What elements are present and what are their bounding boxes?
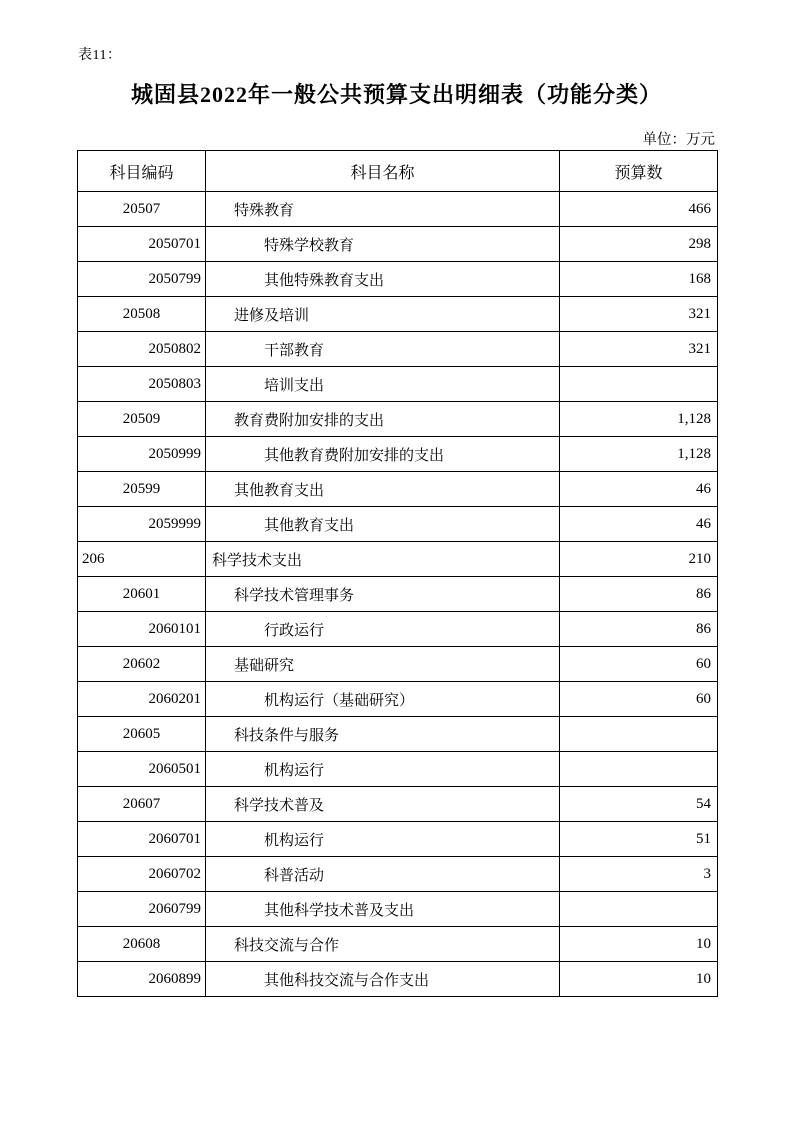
table-row (78, 787, 718, 822)
cell-code: 2060702 (78, 857, 206, 892)
cell-name: 其他教育支出 (206, 507, 560, 542)
cell-name: 干部教育 (206, 332, 560, 367)
table-row (78, 262, 718, 297)
table-row (78, 367, 718, 402)
cell-amount: 46 (560, 507, 718, 542)
cell-code: 2059999 (78, 507, 206, 542)
cell-name: 其他教育支出 (206, 472, 560, 507)
cell-name: 教育费附加安排的支出 (206, 402, 560, 437)
cell-code: 2060101 (78, 612, 206, 647)
cell-amount: 60 (560, 682, 718, 717)
cell-code: 20508 (78, 297, 206, 332)
cell-name: 科学技术管理事务 (206, 577, 560, 612)
column-header-amount: 预算数 (560, 151, 718, 192)
cell-amount: 3 (560, 857, 718, 892)
cell-name: 机构运行 (206, 752, 560, 787)
cell-name: 其他科学技术普及支出 (206, 892, 560, 927)
cell-name: 机构运行 (206, 822, 560, 857)
table-row (78, 822, 718, 857)
table-row (78, 227, 718, 262)
table-row (78, 857, 718, 892)
cell-amount: 210 (560, 542, 718, 577)
cell-code: 20507 (78, 192, 206, 227)
cell-code: 2050701 (78, 227, 206, 262)
cell-code: 2050803 (78, 367, 206, 402)
cell-code: 2050799 (78, 262, 206, 297)
cell-amount: 321 (560, 332, 718, 367)
cell-code: 2060701 (78, 822, 206, 857)
cell-code: 20599 (78, 472, 206, 507)
cell-amount: 1,128 (560, 437, 718, 472)
table-row (78, 962, 718, 997)
cell-code: 2060201 (78, 682, 206, 717)
cell-amount: 10 (560, 962, 718, 997)
cell-name: 特殊学校教育 (206, 227, 560, 262)
table-row (78, 717, 718, 752)
cell-code: 2060799 (78, 892, 206, 927)
table-row (78, 437, 718, 472)
cell-name: 其他特殊教育支出 (206, 262, 560, 297)
cell-amount: 168 (560, 262, 718, 297)
table-row (78, 577, 718, 612)
cell-name: 科学技术普及 (206, 787, 560, 822)
cell-amount: 46 (560, 472, 718, 507)
table-body (78, 192, 718, 997)
cell-name: 培训支出 (206, 367, 560, 402)
table-header-row (78, 151, 718, 192)
cell-name: 科技条件与服务 (206, 717, 560, 752)
cell-code: 20509 (78, 402, 206, 437)
table-row (78, 892, 718, 927)
table-row (78, 507, 718, 542)
cell-code: 2050999 (78, 437, 206, 472)
cell-code: 20607 (78, 787, 206, 822)
cell-name: 科学技术支出 (206, 542, 560, 577)
unit-note: 单位：万元 (642, 132, 715, 148)
budget-table (77, 150, 718, 997)
table-row (78, 752, 718, 787)
cell-name: 行政运行 (206, 612, 560, 647)
cell-amount: 51 (560, 822, 718, 857)
cell-amount: 466 (560, 192, 718, 227)
cell-name: 进修及培训 (206, 297, 560, 332)
cell-amount: 1,128 (560, 402, 718, 437)
cell-amount: 86 (560, 612, 718, 647)
table-row (78, 192, 718, 227)
cell-code: 206 (78, 542, 206, 577)
cell-name: 其他教育费附加安排的支出 (206, 437, 560, 472)
table-row (78, 472, 718, 507)
cell-name: 科技交流与合作 (206, 927, 560, 962)
column-header-code: 科目编码 (78, 151, 206, 192)
cell-amount (560, 892, 718, 927)
cell-amount (560, 367, 718, 402)
column-header-name: 科目名称 (206, 151, 560, 192)
cell-amount: 321 (560, 297, 718, 332)
table-row (78, 682, 718, 717)
table-row (78, 612, 718, 647)
cell-name: 基础研究 (206, 647, 560, 682)
cell-code: 2050802 (78, 332, 206, 367)
cell-amount: 10 (560, 927, 718, 962)
table-row (78, 297, 718, 332)
table-row (78, 647, 718, 682)
table-row (78, 927, 718, 962)
cell-code: 2060899 (78, 962, 206, 997)
cell-code: 20605 (78, 717, 206, 752)
cell-name: 其他科技交流与合作支出 (206, 962, 560, 997)
cell-amount: 86 (560, 577, 718, 612)
sheet-label: 表11： (78, 48, 122, 63)
cell-name: 科普活动 (206, 857, 560, 892)
cell-amount (560, 717, 718, 752)
cell-amount: 298 (560, 227, 718, 262)
cell-amount: 54 (560, 787, 718, 822)
cell-code: 20601 (78, 577, 206, 612)
cell-amount: 60 (560, 647, 718, 682)
cell-name: 机构运行（基础研究） (206, 682, 560, 717)
cell-code: 2060501 (78, 752, 206, 787)
cell-code: 20602 (78, 647, 206, 682)
page-title: 城固县2022年一般公共预算支出明细表（功能分类） (130, 82, 662, 107)
table-row (78, 332, 718, 367)
table-row (78, 402, 718, 437)
table-row (78, 542, 718, 577)
cell-code: 20608 (78, 927, 206, 962)
cell-amount (560, 752, 718, 787)
cell-name: 特殊教育 (206, 192, 560, 227)
